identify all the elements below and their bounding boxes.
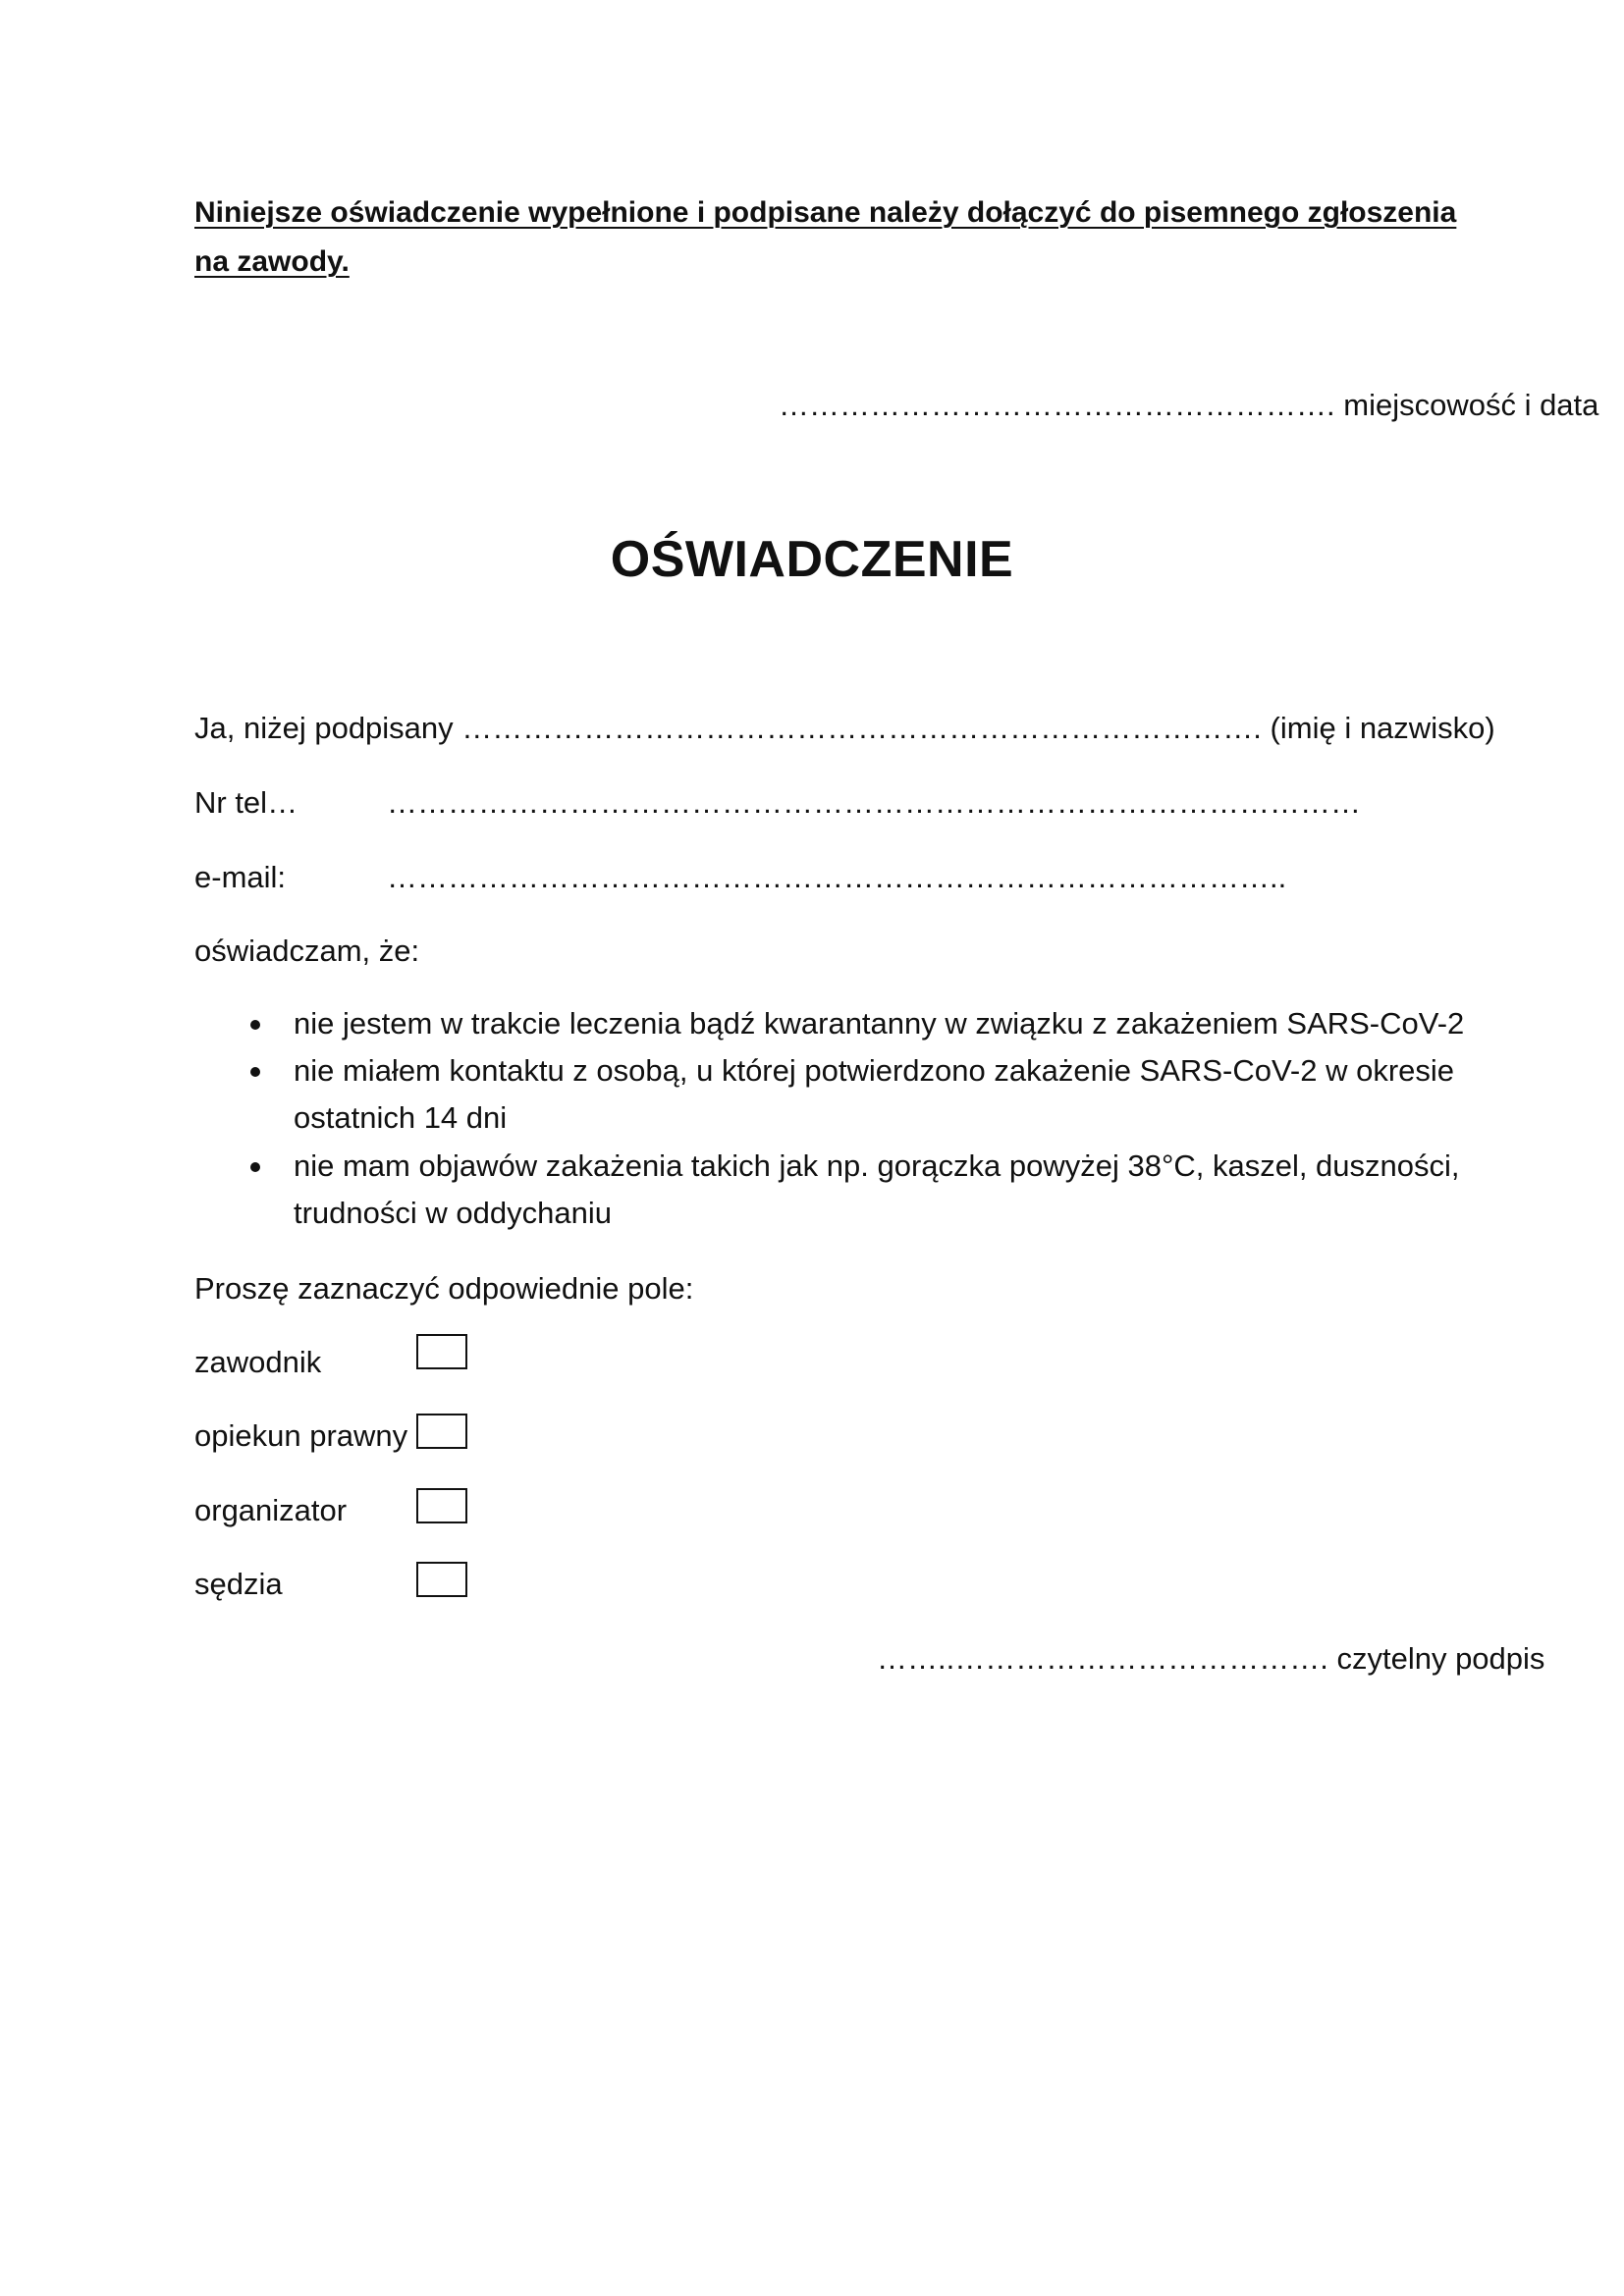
document-title: OŚWIADCZENIE [610,531,1014,588]
role-label-opiekun-prawny: opiekun prawny [194,1418,408,1453]
role-label-zawodnik: zawodnik [194,1345,322,1379]
checkbox-sedzia[interactable] [416,1562,467,1597]
signature-line [877,1641,1544,1677]
name-prefix: Ja, niżej podpisany [194,711,454,745]
checkbox-organizator[interactable] [416,1488,467,1523]
name-field-row [194,711,1495,746]
role-label-organizator: organizator [194,1493,348,1527]
checkbox-opiekun-prawny[interactable] [416,1414,467,1449]
bullet-icon [250,1162,260,1172]
notice-line-1: Niniejsze oświadczenie wypełnione i podpisane należy dołączyć do pisemnego zgłoszenia [194,196,1457,229]
signature-dots[interactable]: ……..………………………………. [877,1641,1328,1676]
place-date-label: miejscowość i data [1343,388,1599,422]
place-date-line [779,388,1598,423]
email-input-dots[interactable]: …………………………………………………………………………….. [387,860,1287,894]
place-date-dots[interactable]: ………………………………………………. [779,388,1335,422]
name-suffix: (imię i nazwisko) [1270,711,1495,745]
bullet-3-line-1: nie mam objawów zakażenia takich jak np. gorączka powyżej 38°C, kaszel, duszności, [294,1148,1460,1183]
email-label: e-mail: [194,860,287,894]
bullet-icon [250,1020,260,1030]
role-label-sedzia: sędzia [194,1567,283,1601]
phone-input-dots[interactable]: …………………………………………………………………………………… [387,785,1361,820]
bullet-2-line-2: ostatnich 14 dni [294,1100,508,1135]
phone-label: Nr tel… [194,785,298,820]
bullet-1-line-1: nie jestem w trakcie leczenia bądź kwarantanny w związku z zakażeniem SARS-CoV-2 [294,1006,1465,1041]
select-prompt: Proszę zaznaczyć odpowiednie pole: [194,1271,694,1306]
bullet-icon [250,1067,260,1077]
bullet-3-line-2: trudności w oddychaniu [294,1196,612,1230]
name-input-dots[interactable]: ……………………………………………………………………. [461,711,1262,745]
notice-line-2: na zawody. [194,245,350,278]
declaration-intro: oświadczam, że: [194,934,420,968]
signature-label: czytelny podpis [1336,1641,1545,1676]
bullet-2-line-1: nie miałem kontaktu z osobą, u której potwierdzono zakażenie SARS-CoV-2 w okresie [294,1053,1455,1088]
checkbox-zawodnik[interactable] [416,1334,467,1369]
